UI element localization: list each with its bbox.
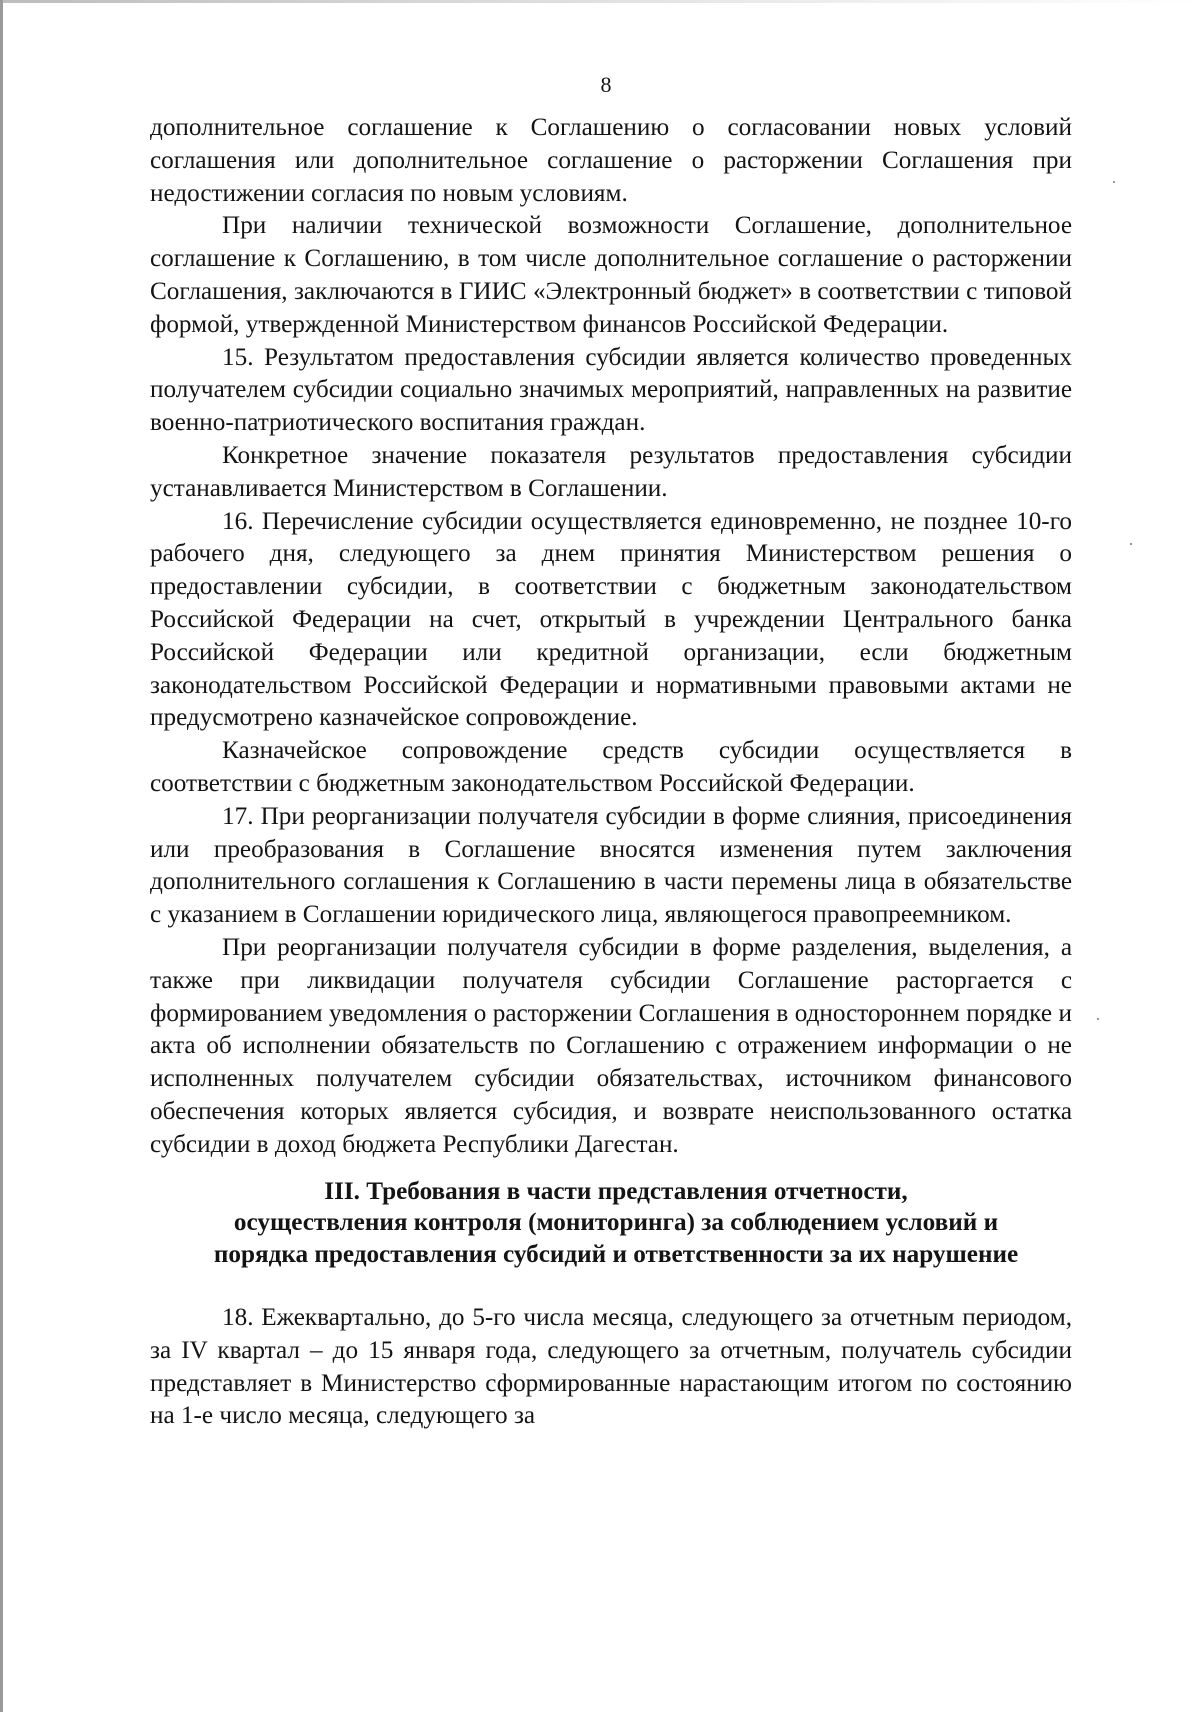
scan-speck	[1097, 1018, 1099, 1020]
paragraph-continuation: дополнительное соглашение к Соглашению о согласовании новых условий соглашения или дополнительное соглашение о расторжении Соглашения при недостижении согласия по новым условиям.	[150, 114, 1072, 207]
paragraph-17-division: При реорганизации получателя субсидии в форме разделения, выделения, а также при ликвидации получателя субсидии Соглашение расторгается с формированием уведомления о расторжении Соглашения в одностороннем порядке и акта об исполнении обязательств по Соглашению с отражением информации о не исполненных получателем субсидии обязательствах, источником финансового обеспечения которых является субсидия, и возврате неиспользованного остатка субсидии в доход бюджета Республики Дагестан.	[150, 933, 1072, 1158]
scan-speck	[1113, 181, 1115, 183]
section-heading-line: III. Требования в части представления отчетности,	[324, 1177, 908, 1205]
scan-edge-top	[0, 0, 1200, 3]
paragraph-16: 16. Перечисление субсидии осуществляется единовременно, не позднее 10-го рабочего дня, следующего за днем принятия Министерством решения о предоставлении субсидии, в соответствии с бюджетным законодательством Российской Федерации на счет, открытый в учреждении Центрального банка Российской Федерации или кредитной организации, если бюджетным законодательством Российской Федерации и нормативными правовыми актами не предусмотрено казначейское сопровождение.	[150, 507, 1072, 732]
page-number: 8	[600, 72, 612, 97]
document-body	[150, 112, 1072, 1433]
section-heading-line: порядка предоставления субсидий и ответственности за их нарушение	[213, 1240, 1019, 1268]
paragraph-16-treasury: Казначейское сопровождение средств субсидии осуществляется в соответствии с бюджетным законодательством Российской Федерации.	[150, 737, 1072, 797]
paragraph-15-indicator: Конкретное значение показателя результатов предоставления субсидии устанавливается Министерством в Соглашении.	[150, 441, 1072, 502]
paragraph-18: 18. Ежеквартально, до 5-го числа месяца, следующего за отчетным периодом, за IV квартал – до 15 января года, следующего за отчетным, получатель субсидии представляет в Министерство сформированные нарастающим итогом по состоянию на 1-е число месяца, следующего за	[150, 1304, 1072, 1430]
scan-speck	[1130, 543, 1132, 545]
paragraph-15: 15. Результатом предоставления субсидии является количество проведенных получателем субсидии социально значимых мероприятий, направленных на развитие военно-патриотического воспитания граждан.	[150, 343, 1072, 437]
section-heading	[150, 1176, 1072, 1271]
paragraph-17: 17. При реорганизации получателя субсидии в форме слияния, присоединения или преобразования в Соглашение вносятся изменения путем заключения дополнительного соглашения к Соглашению в части перемены лица в обязательстве с указанием в Соглашении юридического лица, являющегося правопреемником.	[150, 802, 1072, 929]
paragraph-technical-possibility: При наличии технической возможности Соглашение, дополнительное соглашение к Соглашению, в том числе дополнительное соглашение о расторжении Соглашения, заключаются в ГИИС «Электронный бюджет» в соответствии с типовой формой, утвержденной Министерством финансов Российской Федерации.	[150, 212, 1072, 338]
section-heading-line: осуществления контроля (мониторинга) за соблюдением условий и	[233, 1209, 999, 1236]
scan-edge-left	[0, 0, 3, 1712]
